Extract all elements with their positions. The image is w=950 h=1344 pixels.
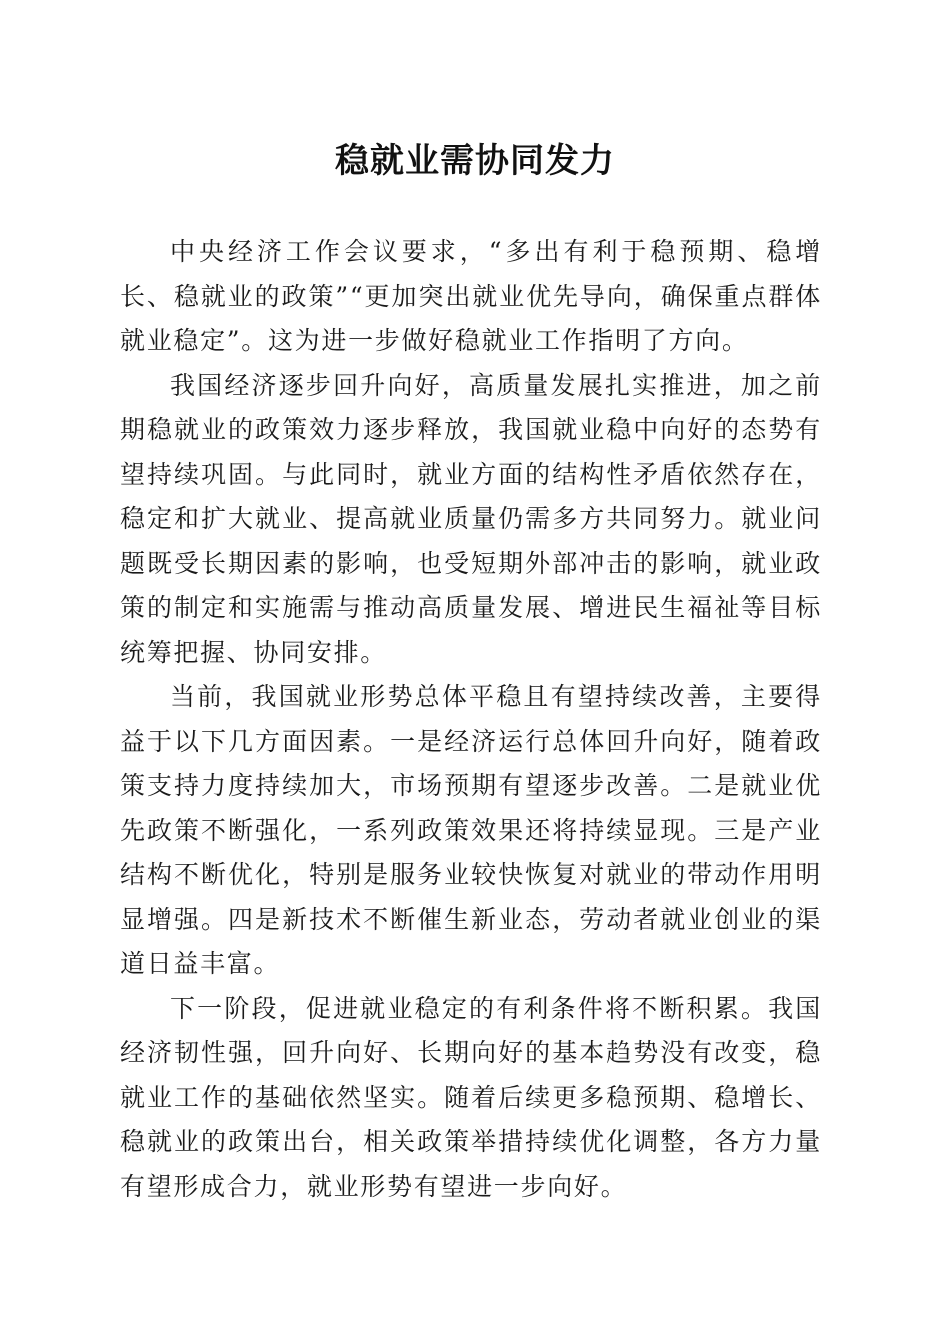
document-body: [120, 230, 822, 1209]
paragraph-1: 中央经济工作会议要求，“多出有利于稳预期、稳增长、稳就业的政策”“更加突出就业优先导向，确保重点群体就业稳定”。这为进一步做好稳就业工作指明了方向。: [120, 237, 822, 355]
paragraph-2: 我国经济逐步回升向好，高质量发展扎实推进，加之前期稳就业的政策效力逐步释放，我国就业稳中向好的态势有望持续巩固。与此同时，就业方面的结构性矛盾依然存在，稳定和扩大就业、提高就业质量仍需多方共同努力。就业问题既受长期因素的影响，也受短期外部冲击的影响，就业政策的制定和实施需与推动高质量发展、增进民生福祉等目标统筹把握、协同安排。: [120, 370, 822, 667]
paragraph-3: 当前，我国就业形势总体平稳且有望持续改善，主要得益于以下几方面因素。一是经济运行总体回升向好，随着政策支持力度持续加大，市场预期有望逐步改善。二是就业优先政策不断强化，一系列政策效果还将持续显现。三是产业结构不断优化，特别是服务业较快恢复对就业的带动作用明显增强。四是新技术不断催生新业态，劳动者就业创业的渠道日益丰富。: [120, 682, 822, 978]
paragraph-4: 下一阶段，促进就业稳定的有利条件将不断积累。我国经济韧性强，回升向好、长期向好的基本趋势没有改变，稳就业工作的基础依然坚实。随着后续更多稳预期、稳增长、稳就业的政策出台，相关政策举措持续优化调整，各方力量有望形成合力，就业形势有望进一步向好。: [120, 993, 822, 1201]
document-title: 稳就业需协同发力: [335, 141, 615, 181]
